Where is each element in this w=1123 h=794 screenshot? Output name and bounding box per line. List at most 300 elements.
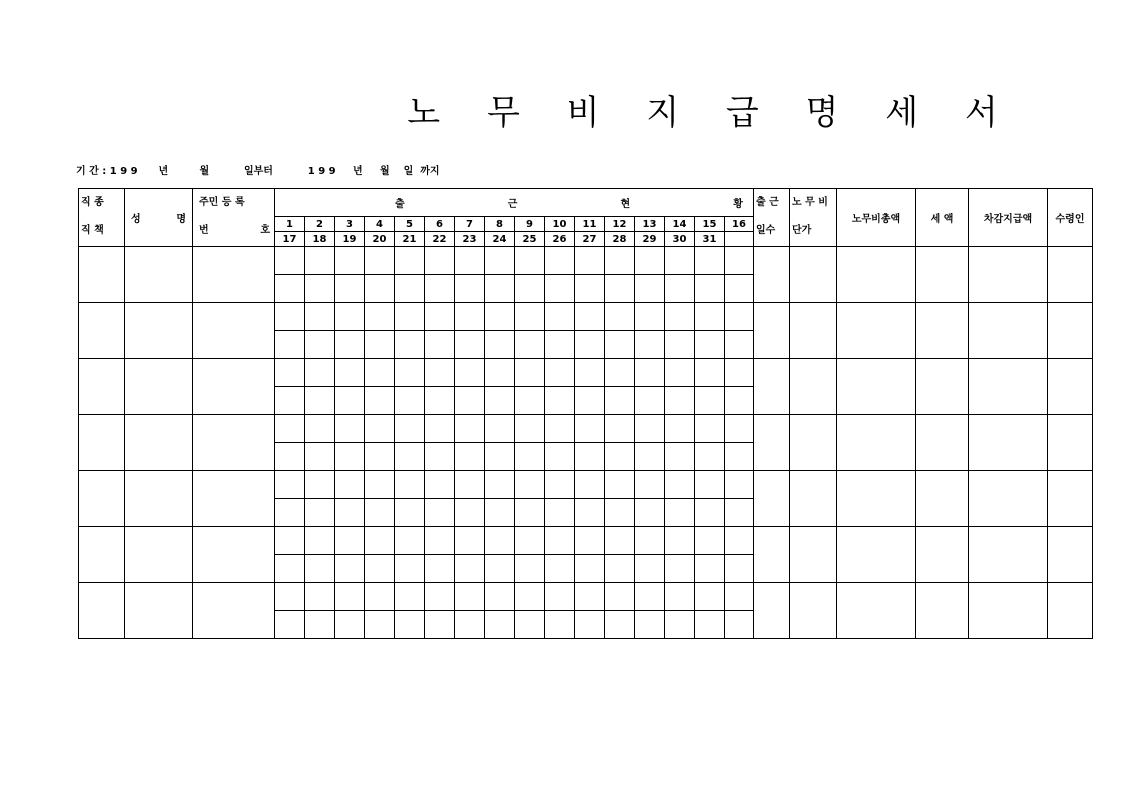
attendance-cell bbox=[305, 443, 335, 471]
attendance-cell bbox=[725, 275, 754, 303]
job-type-cell bbox=[79, 359, 125, 415]
attendance-cell bbox=[635, 303, 665, 331]
document-title: 노 무 비 지 급 명 세 서 bbox=[407, 93, 1016, 133]
attendance-cell bbox=[635, 275, 665, 303]
attendance-cell bbox=[305, 275, 335, 303]
attendance-cell bbox=[305, 555, 335, 583]
labor-total-cell bbox=[837, 303, 916, 359]
attendance-cell bbox=[365, 611, 395, 639]
resident-id-cell bbox=[193, 415, 275, 471]
attendance-cell bbox=[335, 331, 365, 359]
attendance-cell bbox=[395, 499, 425, 527]
attendance-cell bbox=[335, 415, 365, 443]
tax-cell bbox=[916, 247, 969, 303]
attendance-cell bbox=[335, 443, 365, 471]
header-tax: 세 액 bbox=[916, 189, 969, 247]
day-cell: 21 bbox=[395, 232, 425, 247]
attendance-cell bbox=[605, 415, 635, 443]
attendance-cell bbox=[335, 499, 365, 527]
attendance-cell bbox=[455, 331, 485, 359]
attendance-cell bbox=[695, 499, 725, 527]
attendance-cell bbox=[395, 275, 425, 303]
attendance-cell bbox=[275, 555, 305, 583]
attendance-cell bbox=[515, 555, 545, 583]
table-row bbox=[79, 415, 1093, 443]
day-cell bbox=[725, 232, 754, 247]
name-cell bbox=[125, 415, 193, 471]
job-type-cell bbox=[79, 303, 125, 359]
attendance-cell bbox=[455, 499, 485, 527]
attendance-cell bbox=[305, 387, 335, 415]
header-labor-total: 노무비총액 bbox=[837, 189, 916, 247]
attendance-cell bbox=[695, 415, 725, 443]
attendance-cell bbox=[425, 359, 455, 387]
attendance-cell bbox=[425, 275, 455, 303]
net-payment-cell bbox=[969, 471, 1048, 527]
attendance-cell bbox=[665, 527, 695, 555]
name-cell bbox=[125, 359, 193, 415]
attendance-cell bbox=[275, 471, 305, 499]
attendance-cell bbox=[335, 583, 365, 611]
attendance-cell bbox=[395, 387, 425, 415]
recipient-cell bbox=[1048, 247, 1093, 303]
day-cell: 30 bbox=[665, 232, 695, 247]
day-cell: 24 bbox=[485, 232, 515, 247]
attendance-cell bbox=[725, 527, 754, 555]
name-cell bbox=[125, 247, 193, 303]
attendance-cell bbox=[335, 611, 365, 639]
attendance-cell bbox=[305, 359, 335, 387]
attendance-cell bbox=[575, 247, 605, 275]
resident-id-cell bbox=[193, 583, 275, 639]
recipient-cell bbox=[1048, 471, 1093, 527]
net-payment-cell bbox=[969, 527, 1048, 583]
attendance-cell bbox=[635, 611, 665, 639]
attendance-cell bbox=[275, 331, 305, 359]
attendance-cell bbox=[485, 359, 515, 387]
attendance-cell bbox=[365, 303, 395, 331]
attendance-cell bbox=[305, 303, 335, 331]
attendance-days-cell bbox=[754, 247, 790, 303]
attendance-cell bbox=[455, 303, 485, 331]
attendance-cell bbox=[395, 415, 425, 443]
job-type-cell bbox=[79, 247, 125, 303]
attendance-cell bbox=[695, 247, 725, 275]
recipient-cell bbox=[1048, 415, 1093, 471]
table-row bbox=[79, 247, 1093, 275]
tax-cell bbox=[916, 583, 969, 639]
day-cell: 17 bbox=[275, 232, 305, 247]
attendance-cell bbox=[305, 527, 335, 555]
attendance-cell bbox=[455, 555, 485, 583]
attendance-cell bbox=[695, 387, 725, 415]
attendance-cell bbox=[365, 275, 395, 303]
attendance-cell bbox=[335, 247, 365, 275]
header-job-type: 직 종 직 책 bbox=[79, 189, 125, 247]
attendance-cell bbox=[515, 611, 545, 639]
header-row-top bbox=[79, 189, 1093, 217]
attendance-cell bbox=[695, 471, 725, 499]
day-cell: 16 bbox=[725, 217, 754, 232]
attendance-cell bbox=[485, 499, 515, 527]
day-cell: 22 bbox=[425, 232, 455, 247]
attendance-cell bbox=[425, 415, 455, 443]
attendance-cell bbox=[695, 359, 725, 387]
attendance-days-cell bbox=[754, 303, 790, 359]
attendance-days-cell bbox=[754, 471, 790, 527]
labor-total-cell bbox=[837, 527, 916, 583]
day-cell: 20 bbox=[365, 232, 395, 247]
attendance-cell bbox=[545, 527, 575, 555]
attendance-cell bbox=[485, 611, 515, 639]
net-payment-cell bbox=[969, 415, 1048, 471]
attendance-cell bbox=[725, 387, 754, 415]
attendance-cell bbox=[665, 275, 695, 303]
resident-id-cell bbox=[193, 527, 275, 583]
attendance-cell bbox=[455, 387, 485, 415]
attendance-cell bbox=[605, 583, 635, 611]
attendance-cell bbox=[635, 555, 665, 583]
attendance-cell bbox=[575, 611, 605, 639]
attendance-cell bbox=[485, 275, 515, 303]
attendance-cell bbox=[635, 443, 665, 471]
day-cell: 1 bbox=[275, 217, 305, 232]
attendance-cell bbox=[545, 443, 575, 471]
attendance-cell bbox=[725, 303, 754, 331]
attendance-cell bbox=[695, 555, 725, 583]
day-cell: 19 bbox=[335, 232, 365, 247]
attendance-cell bbox=[275, 247, 305, 275]
attendance-cell bbox=[665, 555, 695, 583]
attendance-cell bbox=[725, 443, 754, 471]
attendance-cell bbox=[695, 611, 725, 639]
table-row bbox=[79, 303, 1093, 331]
attendance-cell bbox=[365, 583, 395, 611]
attendance-cell bbox=[275, 499, 305, 527]
attendance-cell bbox=[395, 471, 425, 499]
attendance-cell bbox=[335, 275, 365, 303]
attendance-cell bbox=[365, 527, 395, 555]
attendance-cell bbox=[425, 387, 455, 415]
attendance-cell bbox=[485, 247, 515, 275]
attendance-cell bbox=[605, 331, 635, 359]
header-attendance: 출 근 현 황 bbox=[275, 189, 754, 217]
attendance-cell bbox=[695, 527, 725, 555]
attendance-cell bbox=[725, 331, 754, 359]
table-row bbox=[79, 359, 1093, 387]
attendance-cell bbox=[305, 499, 335, 527]
attendance-cell bbox=[635, 527, 665, 555]
attendance-cell bbox=[395, 359, 425, 387]
attendance-cell bbox=[605, 527, 635, 555]
day-cell: 15 bbox=[695, 217, 725, 232]
attendance-cell bbox=[575, 331, 605, 359]
attendance-cell bbox=[455, 359, 485, 387]
attendance-cell bbox=[635, 387, 665, 415]
attendance-cell bbox=[275, 443, 305, 471]
attendance-cell bbox=[545, 247, 575, 275]
unit-price-cell bbox=[790, 583, 837, 639]
attendance-cell bbox=[335, 359, 365, 387]
unit-price-cell bbox=[790, 359, 837, 415]
attendance-cell bbox=[665, 471, 695, 499]
attendance-cell bbox=[695, 583, 725, 611]
net-payment-cell bbox=[969, 583, 1048, 639]
attendance-cell bbox=[545, 303, 575, 331]
attendance-cell bbox=[725, 611, 754, 639]
attendance-cell bbox=[485, 555, 515, 583]
attendance-cell bbox=[725, 555, 754, 583]
attendance-cell bbox=[395, 443, 425, 471]
attendance-cell bbox=[395, 247, 425, 275]
attendance-cell bbox=[665, 415, 695, 443]
day-cell: 31 bbox=[695, 232, 725, 247]
attendance-cell bbox=[545, 555, 575, 583]
net-payment-cell bbox=[969, 247, 1048, 303]
job-type-cell bbox=[79, 471, 125, 527]
attendance-cell bbox=[665, 499, 695, 527]
day-cell: 28 bbox=[605, 232, 635, 247]
attendance-cell bbox=[515, 499, 545, 527]
attendance-cell bbox=[335, 471, 365, 499]
attendance-cell bbox=[695, 331, 725, 359]
day-cell: 13 bbox=[635, 217, 665, 232]
net-payment-cell bbox=[969, 303, 1048, 359]
attendance-cell bbox=[665, 443, 695, 471]
attendance-cell bbox=[725, 583, 754, 611]
labor-total-cell bbox=[837, 247, 916, 303]
attendance-cell bbox=[395, 331, 425, 359]
attendance-cell bbox=[365, 331, 395, 359]
tax-cell bbox=[916, 303, 969, 359]
attendance-cell bbox=[575, 275, 605, 303]
attendance-cell bbox=[455, 247, 485, 275]
period-line: 기 간 : 1 9 9 년 월 일부터 1 9 9 년 월 일 까지 bbox=[76, 166, 440, 177]
attendance-cell bbox=[365, 387, 395, 415]
attendance-cell bbox=[515, 331, 545, 359]
day-cell: 9 bbox=[515, 217, 545, 232]
day-cell: 14 bbox=[665, 217, 695, 232]
attendance-cell bbox=[545, 499, 575, 527]
header-name: 성 명 bbox=[125, 189, 193, 247]
attendance-cell bbox=[485, 303, 515, 331]
attendance-cell bbox=[545, 415, 575, 443]
attendance-cell bbox=[635, 415, 665, 443]
attendance-cell bbox=[575, 303, 605, 331]
recipient-cell bbox=[1048, 359, 1093, 415]
attendance-cell bbox=[275, 415, 305, 443]
attendance-cell bbox=[425, 443, 455, 471]
attendance-cell bbox=[605, 247, 635, 275]
attendance-cell bbox=[485, 583, 515, 611]
job-type-cell bbox=[79, 415, 125, 471]
attendance-cell bbox=[725, 415, 754, 443]
attendance-cell bbox=[425, 303, 455, 331]
attendance-cell bbox=[305, 247, 335, 275]
attendance-cell bbox=[635, 247, 665, 275]
resident-id-cell bbox=[193, 359, 275, 415]
attendance-cell bbox=[695, 275, 725, 303]
attendance-cell bbox=[515, 471, 545, 499]
attendance-cell bbox=[725, 499, 754, 527]
day-cell: 2 bbox=[305, 217, 335, 232]
tax-cell bbox=[916, 359, 969, 415]
unit-price-cell bbox=[790, 415, 837, 471]
attendance-cell bbox=[485, 443, 515, 471]
attendance-cell bbox=[305, 331, 335, 359]
attendance-cell bbox=[545, 471, 575, 499]
day-cell: 4 bbox=[365, 217, 395, 232]
attendance-cell bbox=[545, 275, 575, 303]
attendance-cell bbox=[605, 359, 635, 387]
attendance-cell bbox=[275, 275, 305, 303]
attendance-cell bbox=[605, 303, 635, 331]
attendance-cell bbox=[665, 331, 695, 359]
attendance-cell bbox=[485, 387, 515, 415]
attendance-cell bbox=[605, 555, 635, 583]
header-labor-unit-price: 노 무 비 단가 bbox=[790, 189, 837, 247]
attendance-cell bbox=[575, 387, 605, 415]
attendance-cell bbox=[515, 275, 545, 303]
attendance-cell bbox=[725, 247, 754, 275]
attendance-cell bbox=[275, 583, 305, 611]
attendance-cell bbox=[365, 499, 395, 527]
attendance-cell bbox=[395, 555, 425, 583]
labor-total-cell bbox=[837, 471, 916, 527]
resident-id-cell bbox=[193, 247, 275, 303]
day-cell: 5 bbox=[395, 217, 425, 232]
attendance-cell bbox=[575, 527, 605, 555]
attendance-cell bbox=[425, 555, 455, 583]
day-cell: 6 bbox=[425, 217, 455, 232]
attendance-cell bbox=[575, 555, 605, 583]
attendance-cell bbox=[515, 303, 545, 331]
attendance-days-cell bbox=[754, 415, 790, 471]
attendance-cell bbox=[365, 415, 395, 443]
tax-cell bbox=[916, 527, 969, 583]
recipient-cell bbox=[1048, 527, 1093, 583]
attendance-cell bbox=[545, 331, 575, 359]
attendance-cell bbox=[575, 359, 605, 387]
header-resident-id: 주민 등 록 번 호 bbox=[193, 189, 275, 247]
attendance-cell bbox=[575, 471, 605, 499]
day-cell: 3 bbox=[335, 217, 365, 232]
attendance-cell bbox=[365, 443, 395, 471]
attendance-cell bbox=[425, 499, 455, 527]
attendance-cell bbox=[635, 583, 665, 611]
net-payment-cell bbox=[969, 359, 1048, 415]
day-cell: 12 bbox=[605, 217, 635, 232]
recipient-cell bbox=[1048, 583, 1093, 639]
attendance-cell bbox=[455, 443, 485, 471]
attendance-cell bbox=[395, 583, 425, 611]
labor-total-cell bbox=[837, 415, 916, 471]
attendance-cell bbox=[365, 555, 395, 583]
attendance-cell bbox=[455, 583, 485, 611]
attendance-cell bbox=[275, 527, 305, 555]
name-cell bbox=[125, 583, 193, 639]
attendance-cell bbox=[305, 583, 335, 611]
attendance-cell bbox=[395, 527, 425, 555]
day-cell: 23 bbox=[455, 232, 485, 247]
attendance-cell bbox=[305, 611, 335, 639]
attendance-cell bbox=[395, 611, 425, 639]
attendance-cell bbox=[485, 415, 515, 443]
day-cell: 27 bbox=[575, 232, 605, 247]
unit-price-cell bbox=[790, 527, 837, 583]
attendance-cell bbox=[365, 247, 395, 275]
attendance-cell bbox=[515, 247, 545, 275]
unit-price-cell bbox=[790, 303, 837, 359]
unit-price-cell bbox=[790, 247, 837, 303]
attendance-cell bbox=[335, 527, 365, 555]
attendance-cell bbox=[335, 303, 365, 331]
day-cell: 18 bbox=[305, 232, 335, 247]
attendance-cell bbox=[395, 303, 425, 331]
table-row bbox=[79, 527, 1093, 555]
attendance-cell bbox=[515, 583, 545, 611]
attendance-cell bbox=[515, 443, 545, 471]
attendance-cell bbox=[425, 527, 455, 555]
attendance-cell bbox=[425, 611, 455, 639]
attendance-cell bbox=[635, 359, 665, 387]
header-net-payment: 차감지급액 bbox=[969, 189, 1048, 247]
day-cell: 10 bbox=[545, 217, 575, 232]
attendance-cell bbox=[365, 359, 395, 387]
labor-total-cell bbox=[837, 359, 916, 415]
attendance-cell bbox=[575, 443, 605, 471]
attendance-cell bbox=[275, 611, 305, 639]
day-cell: 25 bbox=[515, 232, 545, 247]
attendance-cell bbox=[605, 443, 635, 471]
table-row bbox=[79, 583, 1093, 611]
attendance-cell bbox=[305, 415, 335, 443]
tax-cell bbox=[916, 415, 969, 471]
attendance-cell bbox=[725, 471, 754, 499]
day-cell: 8 bbox=[485, 217, 515, 232]
attendance-cell bbox=[575, 499, 605, 527]
attendance-cell bbox=[515, 527, 545, 555]
attendance-cell bbox=[455, 611, 485, 639]
attendance-cell bbox=[635, 471, 665, 499]
attendance-cell bbox=[635, 331, 665, 359]
attendance-cell bbox=[605, 387, 635, 415]
attendance-cell bbox=[545, 387, 575, 415]
resident-id-cell bbox=[193, 303, 275, 359]
attendance-cell bbox=[605, 471, 635, 499]
resident-id-cell bbox=[193, 471, 275, 527]
name-cell bbox=[125, 471, 193, 527]
attendance-cell bbox=[455, 275, 485, 303]
attendance-cell bbox=[485, 527, 515, 555]
attendance-cell bbox=[605, 275, 635, 303]
header-recipient: 수령인 bbox=[1048, 189, 1093, 247]
attendance-cell bbox=[365, 471, 395, 499]
tax-cell bbox=[916, 471, 969, 527]
name-cell bbox=[125, 303, 193, 359]
attendance-cell bbox=[695, 443, 725, 471]
attendance-cell bbox=[455, 527, 485, 555]
header-attendance-days: 출 근 일수 bbox=[754, 189, 790, 247]
day-cell: 29 bbox=[635, 232, 665, 247]
attendance-cell bbox=[515, 359, 545, 387]
attendance-cell bbox=[545, 611, 575, 639]
attendance-cell bbox=[275, 387, 305, 415]
attendance-cell bbox=[665, 583, 695, 611]
recipient-cell bbox=[1048, 303, 1093, 359]
labor-total-cell bbox=[837, 583, 916, 639]
attendance-cell bbox=[455, 415, 485, 443]
